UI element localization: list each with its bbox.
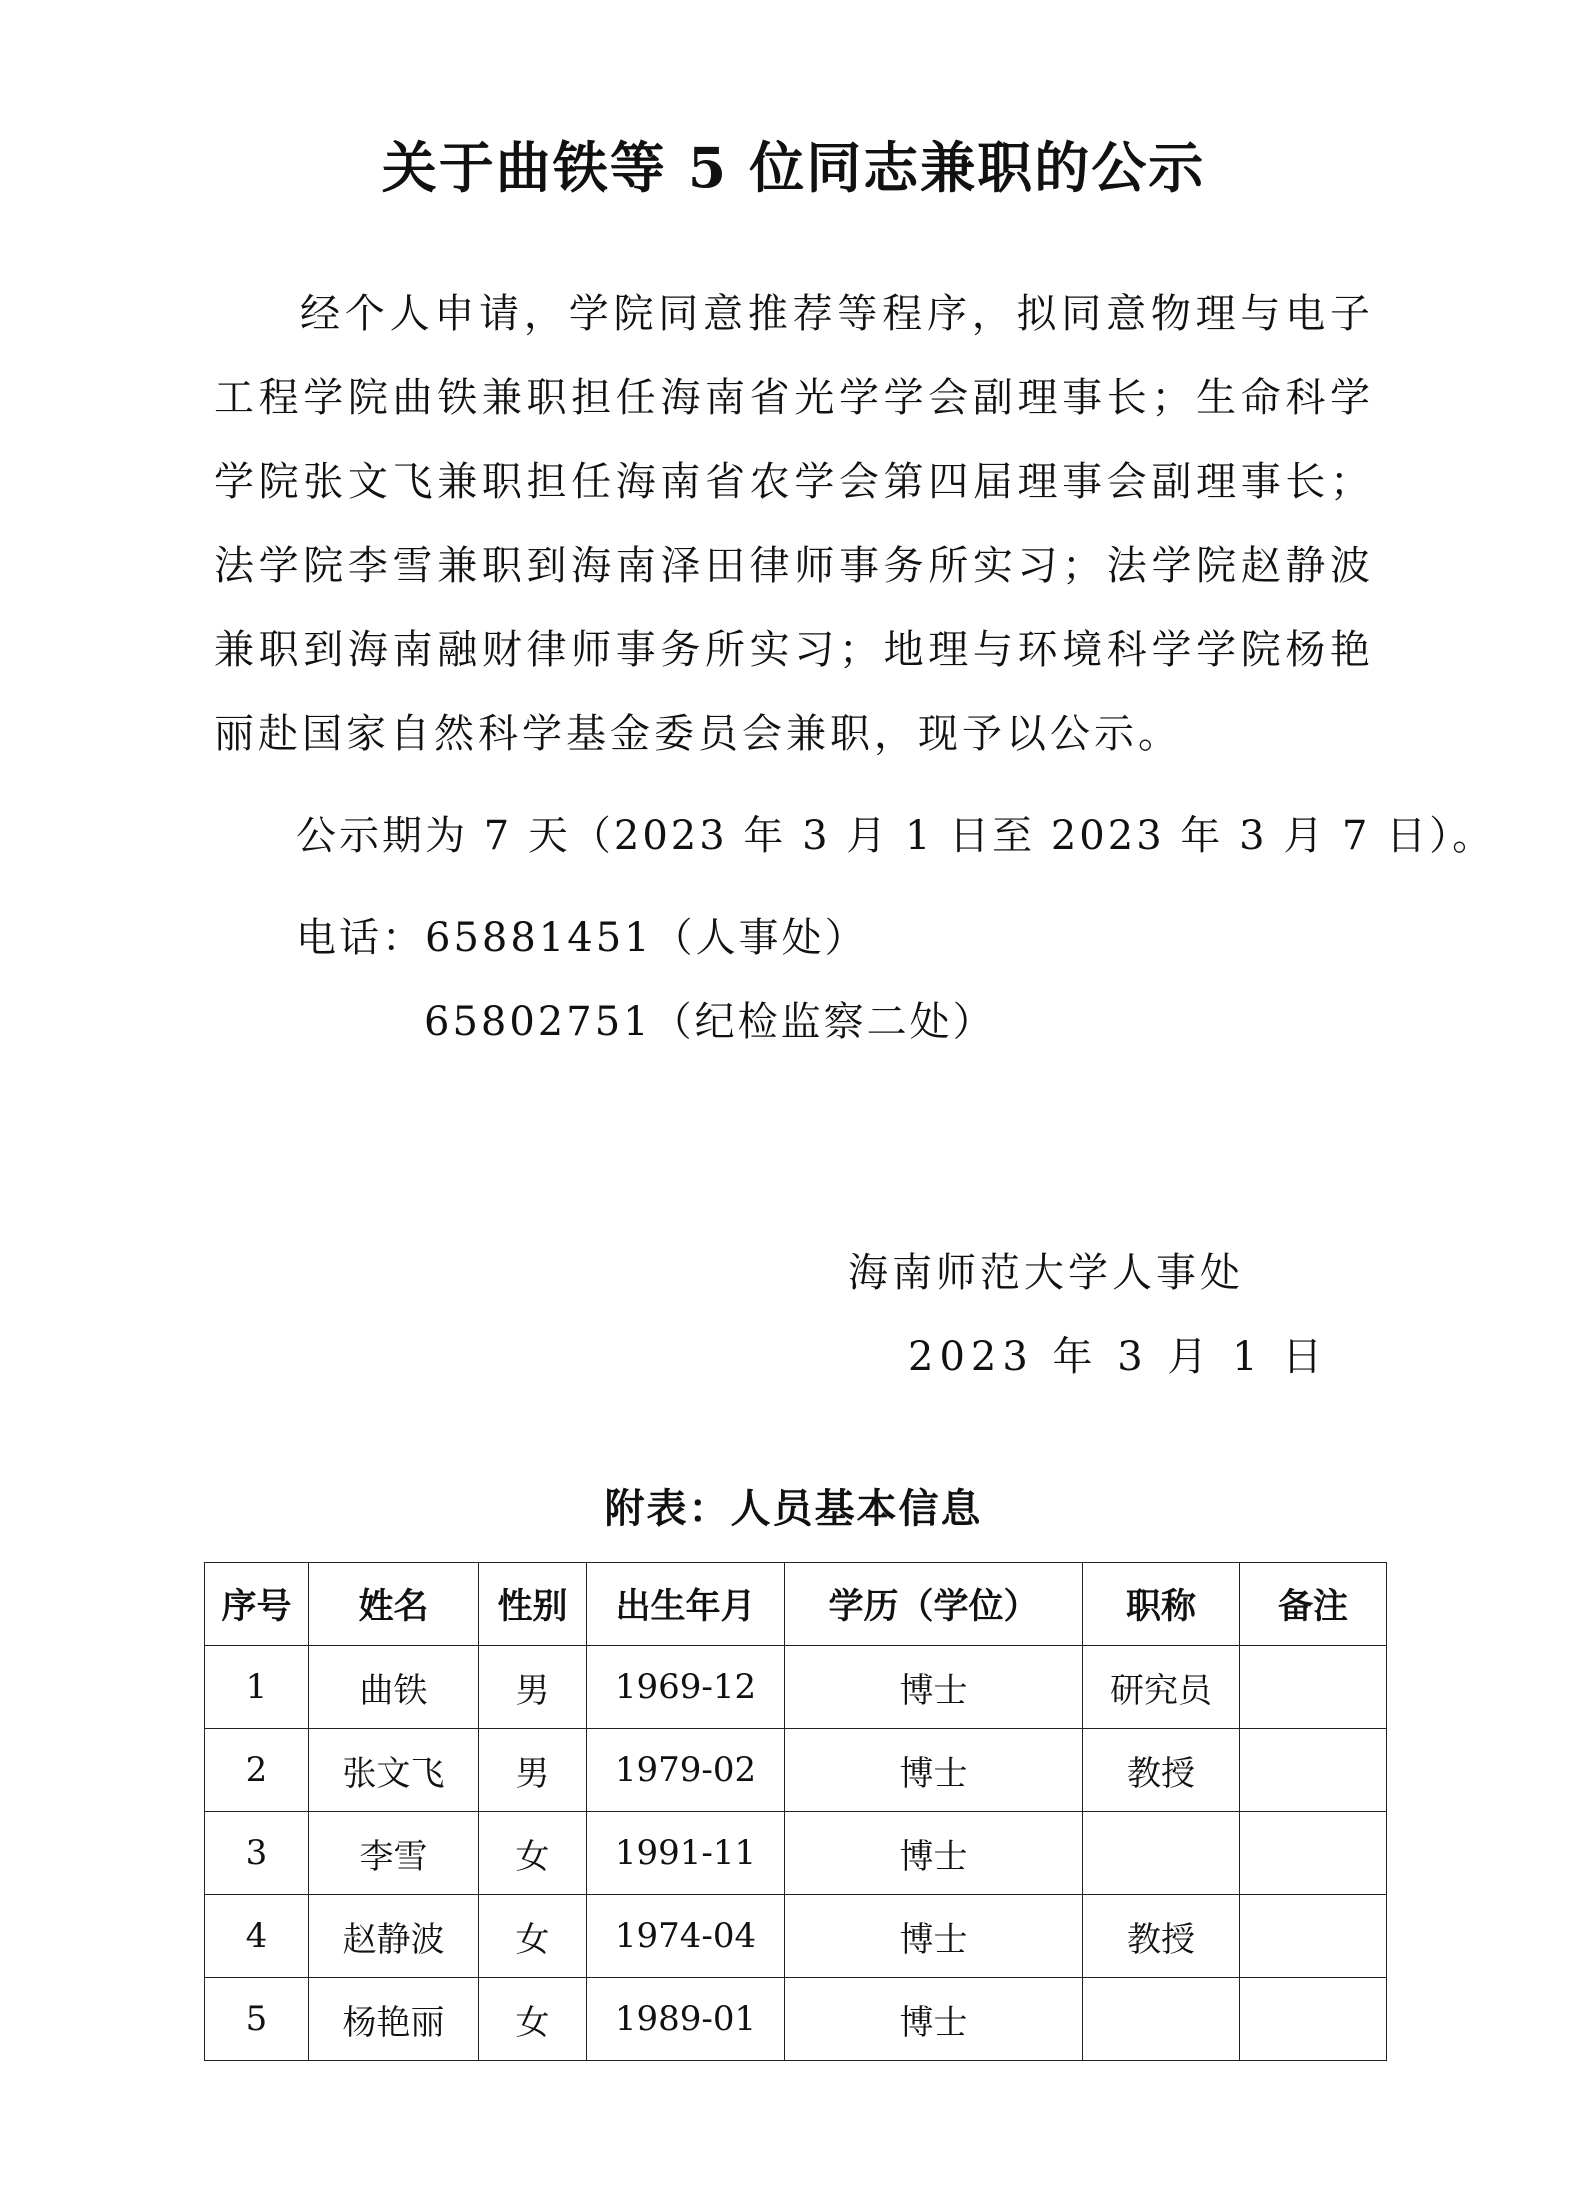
header-cell: 序号 (205, 1563, 309, 1646)
table-cell: 博士 (785, 1729, 1083, 1812)
table-cell: 1974-04 (587, 1895, 785, 1978)
table-cell: 博士 (785, 1895, 1083, 1978)
signature-organization: 海南师范大学人事处 (848, 1250, 1244, 1296)
table-cell (1240, 1646, 1387, 1729)
table-cell: 1 (205, 1646, 309, 1729)
header-cell: 职称 (1083, 1563, 1240, 1646)
table-title: 附表：人员基本信息 (604, 1485, 983, 1532)
table-cell: 博士 (785, 1646, 1083, 1729)
table-cell: 博士 (785, 1978, 1083, 2061)
table-cell: 赵静波 (309, 1895, 479, 1978)
contact-phone-discipline: 65802751（纪检监察二处） (424, 999, 996, 1045)
table-cell: 5 (205, 1978, 309, 2061)
document-title: 关于曲铁等 5 位同志兼职的公示 (381, 135, 1206, 200)
table-cell: 张文飞 (309, 1729, 479, 1812)
table-cell: 男 (479, 1729, 587, 1812)
table-cell: 博士 (785, 1812, 1083, 1895)
header-cell: 性别 (479, 1563, 587, 1646)
table-cell: 1991-11 (587, 1812, 785, 1895)
announcement-period: 公示期为 7 天（2023 年 3 月 1 日至 2023 年 3 月 7 日）。 (296, 813, 1496, 859)
header-cell: 出生年月 (587, 1563, 785, 1646)
header-cell: 姓名 (309, 1563, 479, 1646)
table-cell: 2 (205, 1729, 309, 1812)
table-cell: 1989-01 (587, 1978, 785, 2061)
table-cell (1240, 1978, 1387, 2061)
table-cell: 研究员 (1083, 1646, 1240, 1729)
table-row (205, 1895, 1387, 1978)
table-cell (1240, 1895, 1387, 1978)
table-cell: 4 (205, 1895, 309, 1978)
table-cell: 女 (479, 1812, 587, 1895)
signature-date: 2023 年 3 月 1 日 (908, 1334, 1329, 1380)
table-cell: 女 (479, 1895, 587, 1978)
table-cell: 教授 (1083, 1729, 1240, 1812)
table-cell (1240, 1729, 1387, 1812)
header-cell: 学历（学位） (785, 1563, 1083, 1646)
table-cell (1083, 1812, 1240, 1895)
table-row (205, 1646, 1387, 1729)
contact-phone-hr: 电话：65881451（人事处） (296, 915, 868, 961)
table-cell (1240, 1812, 1387, 1895)
table-cell: 3 (205, 1812, 309, 1895)
personnel-info-table (204, 1562, 1387, 2061)
table-cell: 杨艳丽 (309, 1978, 479, 2061)
table-row (205, 1812, 1387, 1895)
table-cell: 女 (479, 1978, 587, 2061)
table-cell: 李雪 (309, 1812, 479, 1895)
table-cell: 1969-12 (587, 1646, 785, 1729)
table-cell: 男 (479, 1646, 587, 1729)
table-cell (1083, 1978, 1240, 2061)
table-cell: 曲铁 (309, 1646, 479, 1729)
header-cell: 备注 (1240, 1563, 1387, 1646)
table-cell: 1979-02 (587, 1729, 785, 1812)
table-header-row (205, 1563, 1387, 1646)
announcement-paragraph: 经个人申请，学院同意推荐等程序，拟同意物理与电子工程学院曲铁兼职担任海南省光学学会副理事长；生命科学学院张文飞兼职担任海南省农学会第四届理事会副理事长；法学院李雪兼职到海南泽田律师事务所实习；法学院赵静波兼职到海南融财律师事务所实习；地理与环境科学学院杨艳丽赴国家自然科学基金委员会兼职，现予以公示。 (214, 291, 1374, 757)
table-row (205, 1978, 1387, 2061)
table-cell: 教授 (1083, 1895, 1240, 1978)
table-row (205, 1729, 1387, 1812)
